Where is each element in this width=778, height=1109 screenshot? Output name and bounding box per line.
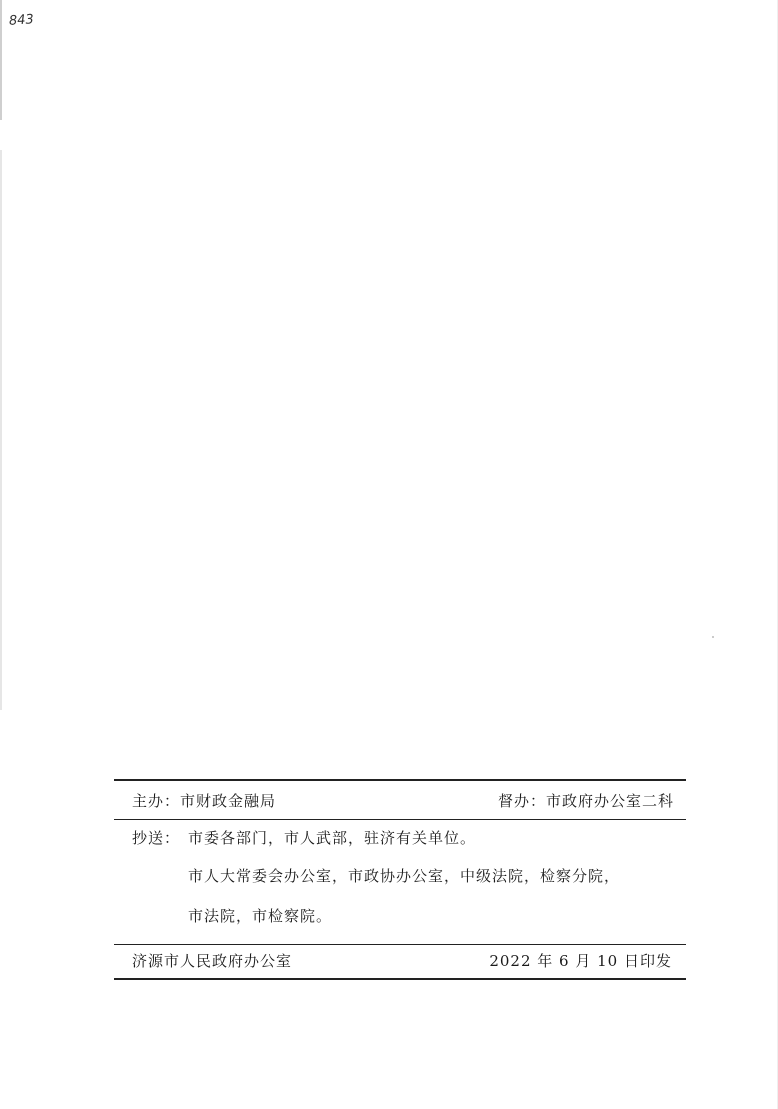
cc-line: 市人大常委会办公室，市政协办公室，中级法院，检察分院，: [188, 867, 621, 885]
sponsor-label: 主办：: [132, 792, 181, 810]
document-distribution-block: [114, 779, 686, 980]
issuer-row: [114, 953, 686, 975]
sponsor-value: 市财政金融局: [180, 792, 277, 810]
supervisor-label: 督办：: [497, 792, 546, 810]
cc-line: 市委各部门，市人武部，驻济有关单位。: [188, 829, 477, 847]
bottom-rule: [114, 978, 686, 980]
scan-edge-mark: [0, 150, 2, 710]
cc-row: [114, 820, 686, 944]
handwritten-page-number: 843: [8, 12, 35, 29]
cc-line: 市法院，市检察院。: [188, 907, 333, 925]
sponsor-row: [114, 781, 686, 819]
scan-speck: [712, 636, 714, 638]
cc-label: 抄送：: [132, 829, 181, 847]
issuer-row-wrap: [114, 945, 686, 978]
issue-date: 2022 年 6 月 10 日印发: [489, 952, 672, 970]
sponsor-field: [132, 793, 276, 810]
issuing-office: 济源市人民政府办公室: [132, 952, 293, 970]
scan-edge-mark: [0, 0, 2, 120]
supervisor-value: 市政府办公室二科: [545, 792, 674, 810]
supervisor-field: [498, 793, 674, 810]
